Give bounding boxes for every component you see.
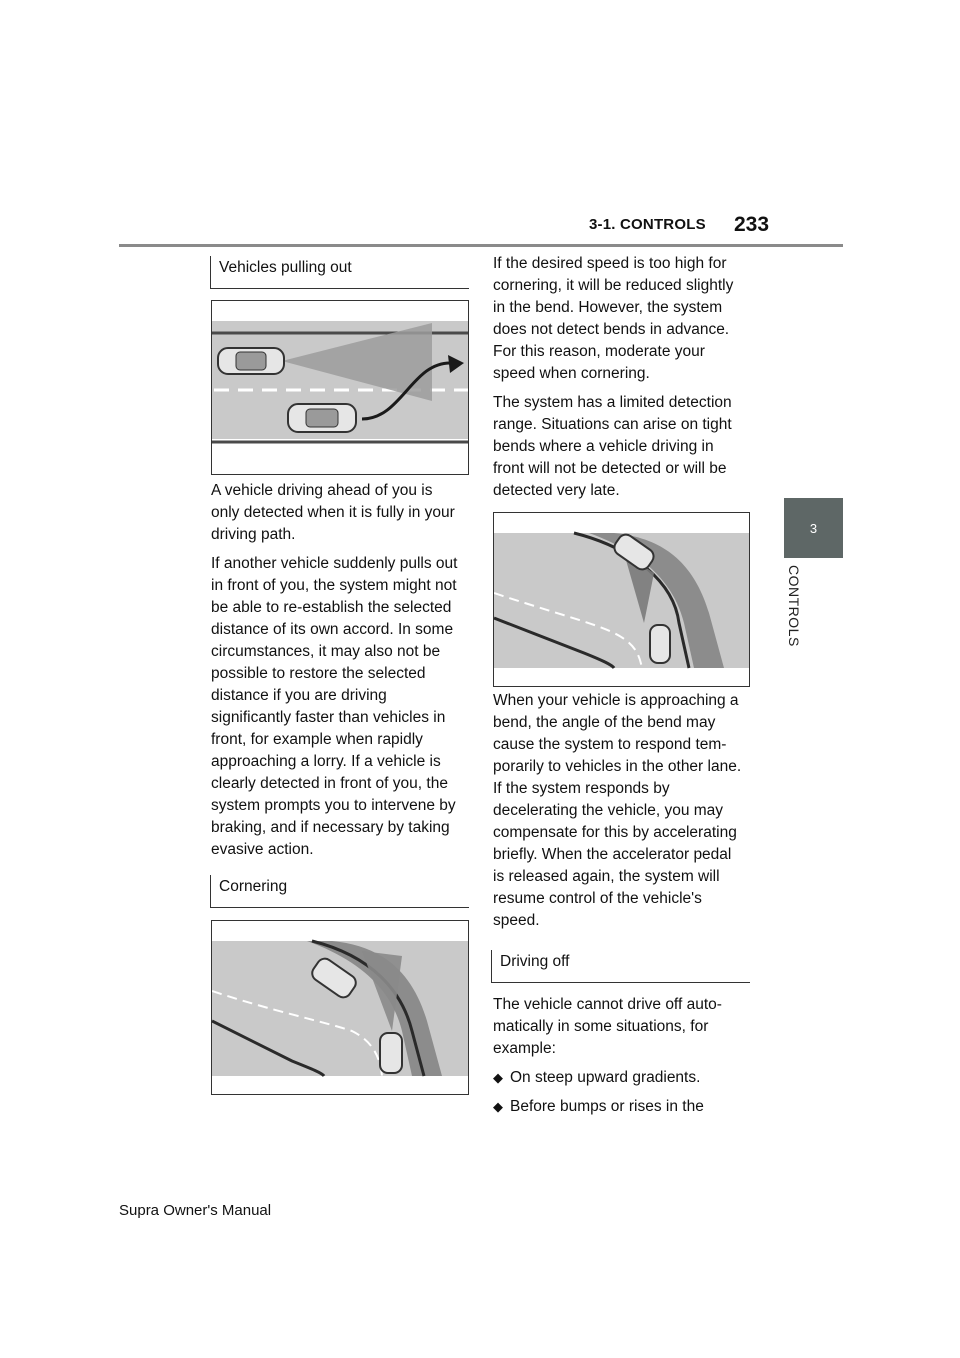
- header-divider: [119, 244, 843, 247]
- diagram-vehicle-pulling-out: [212, 301, 468, 474]
- bullet-diamond-icon: ◆: [493, 1070, 503, 1085]
- heading-vehicles-text: Vehicles pulling out: [219, 259, 352, 276]
- paragraph-detection-range: The system has a limited detection range. Situations can arise on tight bends where a vehicle driving in front will not be detected or will be detected very late.: [493, 394, 732, 499]
- right-column-text-top: [493, 253, 745, 502]
- left-column-text: [211, 480, 463, 861]
- chapter-label: CONTROLS: [786, 565, 802, 647]
- right-column-text-bottom: [493, 994, 745, 1118]
- paragraph-other-lane: When your vehicle is approaching a bend, the angle of the bend may cause the system to respond tem-porarily to vehicles in the other lane. If the system responds by decelerating the vehicle, you may compensate for this by accelerating briefly. When the accelerator pedal is released again, the system will resume control of the vehicle's speed.: [493, 692, 742, 929]
- page-number: 233: [734, 213, 770, 236]
- heading-cornering-text: Cornering: [219, 878, 288, 895]
- paragraph-drive-off: The vehicle cannot drive off auto-matically in some situations, for example:: [493, 996, 722, 1057]
- heading-driving-off-text: Driving off: [500, 953, 570, 970]
- list-item: [493, 1067, 745, 1089]
- figure-vehicles-pulling-out: [211, 300, 469, 475]
- figure-cornering-left: [211, 920, 469, 1095]
- paragraph-pulling-out: If another vehicle suddenly pulls out in front of you, the system might not be able to re-establish the selected distance of its own accord. In some circumstances, it may also not be possible to restore the selected distance if you are driving significantly faster than vehicles in front, for example when rapidly approaching a lorry. If a vehicle is clearly detected in front of you, the system prompts you to intervene by braking, and if necessary by taking evasive action.: [211, 555, 458, 858]
- heading-driving-off: [491, 950, 750, 983]
- heading-cornering: [210, 875, 469, 908]
- right-column-text-middle: [493, 690, 745, 932]
- paragraph-speed-cornering: If the desired speed is too high for cornering, it will be reduced slightly in the bend. However, the system does not detect bends in advance. For this reason, moderate your speed when cornering.: [493, 255, 734, 382]
- chapter-tab: [784, 498, 843, 558]
- figure-cornering-right: [493, 512, 750, 687]
- chapter-number: 3: [809, 520, 818, 536]
- diagram-cornering-late-detection: [494, 513, 749, 686]
- list-item-text: Before bumps or rises in the: [510, 1098, 704, 1115]
- diagram-cornering-detected: [212, 921, 468, 1094]
- heading-vehicles-pulling-out: [210, 256, 469, 289]
- bullet-diamond-icon: ◆: [493, 1099, 503, 1114]
- list-item: [493, 1096, 745, 1118]
- paragraph-detection: A vehicle driving ahead of you is only detected when it is fully in your driving path.: [211, 482, 455, 543]
- footer-manual-title: Supra Owner's Manual: [119, 1202, 272, 1219]
- section-title: 3-1. CONTROLS: [589, 216, 706, 233]
- list-item-text: On steep upward gradients.: [510, 1069, 701, 1086]
